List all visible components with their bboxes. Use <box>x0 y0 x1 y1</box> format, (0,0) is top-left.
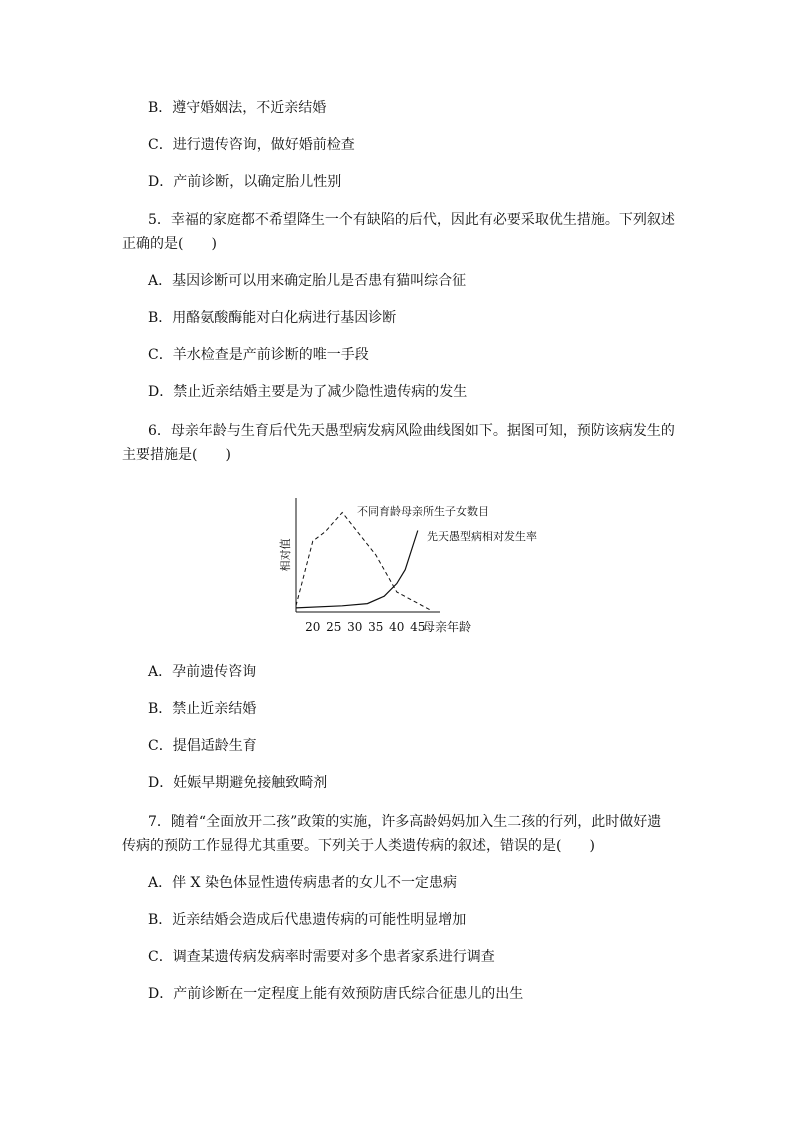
q6-stem-line1: 6．母亲年龄与生育后代先天愚型病发病风险曲线图如下。据图可知，预防该病发生的 <box>148 423 675 439</box>
series-solid-line <box>296 531 418 608</box>
q5-option-c: C．羊水检查是产前诊断的唯一手段 <box>148 347 369 363</box>
x-tick-label: 35 <box>368 620 384 634</box>
x-tick-label: 20 <box>305 620 321 634</box>
y-axis-label: 相对值 <box>279 538 292 572</box>
q6-option-b: B．禁止近亲结婚 <box>148 701 257 717</box>
q4-option-d: D．产前诊断，以确定胎儿性别 <box>148 174 342 190</box>
q7-option-b: B．近亲结婚会造成后代患遗传病的可能性明显增加 <box>148 912 467 928</box>
x-tick-label: 40 <box>389 620 405 634</box>
q4-option-c: C．进行遗传咨询，做好婚前检查 <box>148 137 355 153</box>
q6-option-a: A．孕前遗传咨询 <box>148 664 257 680</box>
x-tick-label: 45 <box>410 620 426 634</box>
q6-option-d: D．妊娠早期避免接触致畸剂 <box>148 775 328 791</box>
q6-stem-line2: 主要措施是( ) <box>122 447 231 463</box>
q6-option-c: C．提倡适龄生育 <box>148 738 257 754</box>
q5-option-b: B．用酪氨酸酶能对白化病进行基因诊断 <box>148 310 397 326</box>
age-risk-chart <box>262 488 537 640</box>
q7-option-c: C．调查某遗传病发病率时需要对多个患者家系进行调查 <box>148 949 495 965</box>
legend-solid: 先天愚型病相对发生率 <box>427 530 537 543</box>
q7-stem-line1: 7．随着“全面放开二孩”政策的实施，许多高龄妈妈加入生二孩的行列，此时做好遗 <box>148 814 662 830</box>
legend-dashed: 不同育龄母亲所生子女数目 <box>357 505 489 518</box>
q5-stem-line1: 5．幸福的家庭都不希望降生一个有缺陷的后代，因此有必要采取优生措施。下列叙述 <box>148 212 675 228</box>
x-tick-label: 30 <box>347 620 363 634</box>
q5-option-d: D．禁止近亲结婚主要是为了减少隐性遗传病的发生 <box>148 384 468 400</box>
q7-option-a: A．伴 X 染色体显性遗传病患者的女儿不一定患病 <box>148 875 457 891</box>
x-tick-label: 25 <box>326 620 342 634</box>
q5-option-a: A．基因诊断可以用来确定胎儿是否患有猫叫综合征 <box>148 273 467 289</box>
q5-stem-line2: 正确的是( ) <box>122 236 217 252</box>
q7-stem-line2: 传病的预防工作显得尤其重要。下列关于人类遗传病的叙述，错误的是( ) <box>122 838 595 854</box>
series-dashed-line <box>296 513 430 611</box>
x-axis-label: 母亲年龄 <box>423 620 472 634</box>
q4-option-b: B．遵守婚姻法，不近亲结婚 <box>148 100 327 116</box>
q7-option-d: D．产前诊断在一定程度上能有效预防唐氏综合征患儿的出生 <box>148 986 524 1002</box>
